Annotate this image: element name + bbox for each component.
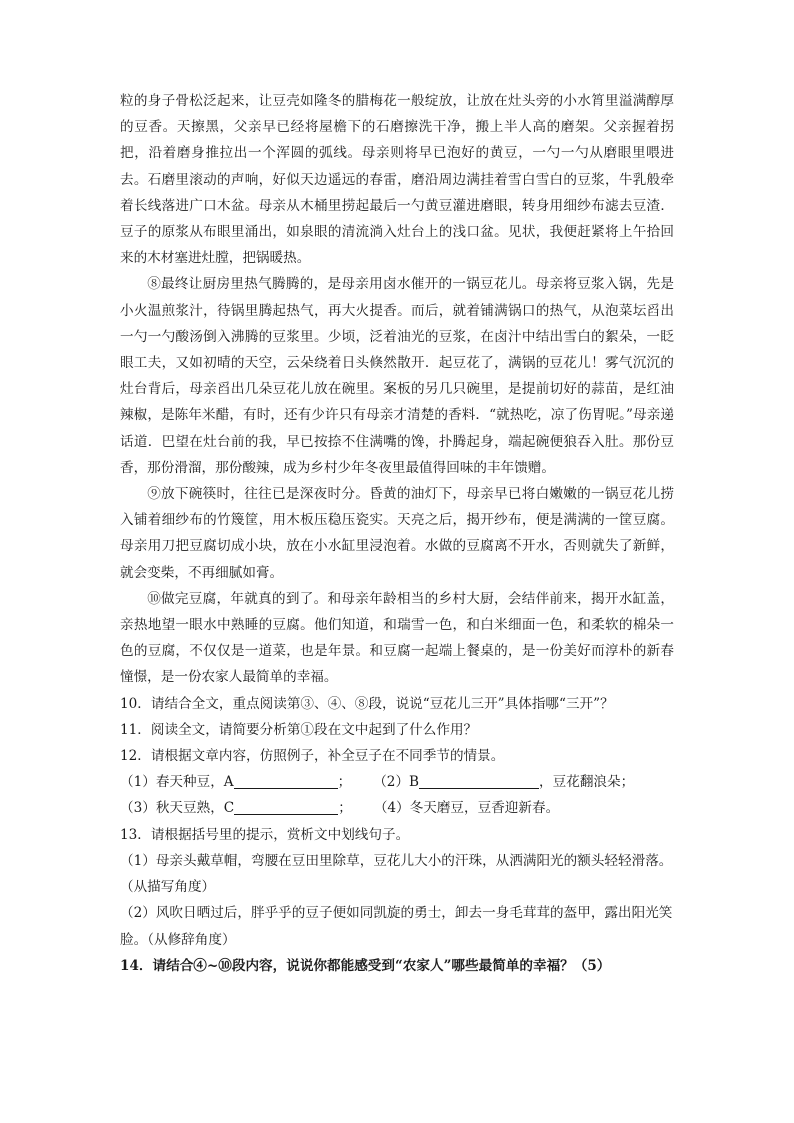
question-12-sep-3: ； (338, 800, 352, 817)
question-12-item-1: （1）春天种豆，A (120, 774, 234, 791)
question-12: 12．请根据文章内容，仿照例子，补全豆子在不同季节的情景。 (120, 748, 505, 765)
question-12-item-3: （3）秋天豆熟，C (120, 800, 235, 817)
answer-blank-b[interactable] (419, 772, 539, 789)
paragraph-9: ⑨放下碗筷时，往往已是深夜时分。昏黄的油灯下，母亲早已将白嫩嫩的一锅豆花儿捞入铺着细纱布的竹篾筐，用木板压稳压瓷实。天亮之后，揭开纱布，便是满满的一筐豆腐。母亲用刀把豆腐切成小块，放在小水缸里浸泡着。水做的豆腐离不开水，否则就失了新鲜，就会变柴，不再细腻如膏。 (120, 486, 674, 581)
document-body (120, 88, 674, 979)
answer-blank-a[interactable] (234, 772, 338, 789)
paragraph-10: ⑩做完豆腐，年就真的到了。和母亲年龄相当的乡村大厨，会结伴前来，揭开水缸盖，亲热地望一眼水中熟睡的豆腐。他们知道，和瑞雪一色，和白米细面一色，和柔软的棉朵一色的豆腐，不仅仅是一道菜，也是年景。和豆腐一起端上餐桌的，是一份美好而淳朴的新春憧憬，是一份农家人最简单的幸福。 (120, 590, 674, 686)
question-13-item-1: （1）母亲头戴草帽，弯腰在豆田里除草，豆花儿大小的汗珠，从洒满阳光的额头轻轻滑落。（从描写角度） (120, 852, 673, 896)
question-13: 13．请根据括号里的提示，赏析文中划线句子。 (120, 826, 410, 843)
question-12-item-2: （2）B (373, 774, 420, 791)
paragraph-continued: 粒的身子骨松泛起来，让豆壳如隆冬的腊梅花一般绽放，让放在灶头旁的小水筲里溢满醇厚的豆香。天擦黑，父亲早已经将屋檐下的石磨擦洗干净，搬上半人高的磨架。父亲握着拐把，沿着磨身推拉出一个浑圆的弧线。母亲则将早已泡好的黄豆，一勺一勺从磨眼里喂进去。石磨里滚动的声响，好似天边遥远的春雷，磨沿周边满挂着雪白雪白的豆浆，牛乳般牵着长线落进广口木盆。母亲从木桶里捞起最后一勺黄豆灌进磨眼，转身用细纱布滤去豆渣．豆子的原浆从布眼里涌出，如泉眼的清流淌入灶台上的浅口盆。见状，我便赶紧将上午拾回来的木材塞进灶膛，把锅暖热。 (120, 93, 674, 267)
question-10: 10．请结合全文，重点阅读第③、④、⑧段，说说“豆花儿三开”具体指哪“三开”？ (120, 695, 614, 712)
question-12-row-2 (120, 795, 674, 821)
question-11: 11．阅读全文，请简要分析第①段在文中起到了什么作用？ (120, 721, 478, 738)
paragraph-8: ⑧最终让厨房里热气腾腾的，是母亲用卤水催开的一锅豆花儿。母亲将豆浆入锅，先是小火温煎浆汁，待锅里腾起热气，再大火提香。而后，就着铺满锅口的热气，从泡菜坛舀出一勺一勺酸汤倒入沸腾的豆浆里。少顷，泛着油光的豆浆，在卤汁中结出雪白的絮朵，一眨眼工夫，又如初晴的天空，云朵绕着日头倏然散开．起豆花了，满锅的豆花儿！雾气沉沉的灶台背后，母亲舀出几朵豆花儿放在碗里。案板的另几只碗里，是提前切好的蒜苗，是红油辣椒，是陈年米醋，有时，还有少许只有母亲才清楚的香料．“就热吃，凉了伤胃呢。”母亲递话道．巴望在灶台前的我，早已按捺不住满嘴的馋，扑腾起身，端起碗便狼吞入肚。那份豆香，那份滑溜，那份酸辣，成为乡村少年冬夜里最值得回味的丰年馈赠。 (120, 276, 674, 476)
question-12-row-1 (120, 769, 674, 795)
question-13-item-2: （2）风吹日晒过后，胖乎乎的豆子便如同凯旋的勇士，卸去一身毛茸茸的盔甲，露出阳光笑脸。（从修辞角度） (120, 905, 673, 948)
question-12-sep-1: ； (337, 774, 352, 791)
question-12-item-2-end: ，豆花翻浪朵； (539, 774, 635, 791)
question-12-item-4: （4）冬天磨豆，豆香迎新春。 (373, 800, 560, 817)
answer-blank-c[interactable] (234, 798, 338, 815)
question-14: 14．请结合④~⑩段内容，说说你都能感受到“农家人”哪些最简单的幸福？（5） (120, 957, 611, 974)
